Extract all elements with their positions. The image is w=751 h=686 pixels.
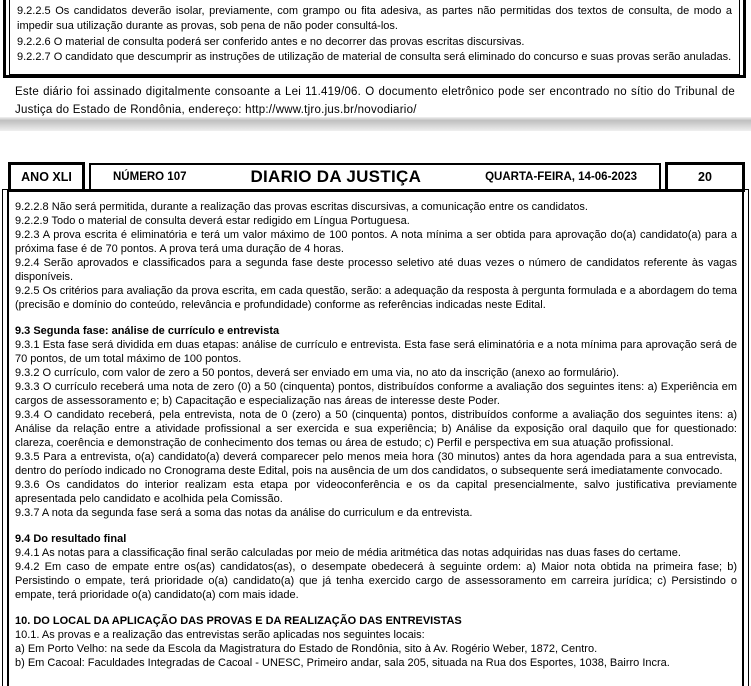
document-paragraph: 9.3.7 A nota da segunda fase será a soma das notas da análise do curriculum e da entrevista. [15,507,473,519]
document-paragraph: 9.4 Do resultado final [15,533,127,545]
header-date: QUARTA-FEIRA, 14-06-2023 [485,171,637,183]
document-paragraph: 9.2.2.9 Todo o material de consulta deverá estar redigido em Língua Portuguesa. [15,215,410,227]
document-paragraph: b) Em Cacoal: Faculdades Integradas de Cacoal - UNESC, Primeiro andar, sala 205, situada na Rua dos Esportes, 1038, Bairro Incra. [15,657,670,669]
document-paragraph: 9.2.4 Serão aprovados e classificados para a segunda fase deste processo seletivo até duas vezes o número de candidatos referente às vagas disponíveis. [15,257,737,283]
journal-title: DIARIO DA JUSTIÇA [250,167,422,186]
document-paragraph: 9.3.5 Para a entrevista, o(a) candidato(a) deverá comparecer pelo menos meia hora (30 minutos) antes da hora agendada para a sua entrevista, dentro do período indicado no Cronograma deste Edital, pois na ausência de um dos candidatos, o subsequente será imediatamente convocado. [15,451,737,477]
document-paragraph: 9.3.6 Os candidatos do interior realizam esta etapa por videoconferência e os da capital presencialmente, salvo justificativa previamente apresentada pelo candidato e acolhida pela Comissão. [15,479,737,505]
document-paragraph: 10.1. As provas e a realização das entrevistas serão aplicadas nos seguintes locais: [15,629,425,641]
document-paragraph: 9.3.3 O currículo receberá uma nota de zero (0) a 50 (cinquenta) pontos, distribuídos conforme a avaliação dos seguintes itens: a) Experiência em cargos de assessoramento e; b) Capacitação e especialização nas áreas de interesse deste Poder. [15,381,737,407]
document-paragraph: 9.3 Segunda fase: análise de currículo e entrevista [15,325,280,337]
document-paragraph: 9.2.3 A prova escrita é eliminatória e terá um valor máximo de 100 pontos. A nota mínima a ser obtida para aprovação do(a) candidato(a) para a próxima fase é de 70 pontos. A prova terá uma duração de 4 horas. [15,229,737,255]
previous-page-text-box [3,0,746,78]
header-numero: NÚMERO 107 [113,171,187,183]
document-paragraph: 9.3.1 Esta fase será dividida em duas etapas: análise de currículo e entrevista. Esta fase será eliminatória e a nota mínima para aprovação será de 70 pontos, de um total máximo de 100 pontos. [15,339,737,365]
document-paragraph: 9.2.2.6 O material de consulta poderá ser conferido antes e no decorrer das provas escritas discursivas. [17,35,525,48]
document-paragraph: 9.2.2.8 Não será permitida, durante a realização das provas escritas discursivas, a comunicação entre os candidatos. [15,201,588,213]
document-paragraph: 9.2.5 Os critérios para avaliação da prova escrita, em cada questão, serão: a adequação da resposta à pergunta formulada e a abordagem do tema (precisão e domínio do conteúdo, relevância e profundidade) conforme as referências indicadas neste Edital. [15,285,737,311]
page-number-cell: 20 [665,162,745,192]
document-paragraph: 9.2.2.7 O candidato que descumprir as instruções de utilização de material de consulta será eliminado do concurso e suas provas serão anuladas. [17,51,732,64]
document-paragraph: 9.4.2 Em caso de empate entre os(as) candidatos(as), o desempate obedecerá à seguinte ordem: a) Maior nota obtida na primeira fase; b) Persistindo o empate, terá prioridade o(a) candidato(a) que já tenha exercido cargo de assessoramento em carreira jurídica; c) Persistindo o empate, terá prioridade o(a) candidato(a) com mais idade. [15,561,737,601]
document-paragraph: 10. DO LOCAL DA APLICAÇÃO DAS PROVAS E DA REALIZAÇÃO DAS ENTREVISTAS [15,615,462,627]
page-separator-bar [0,117,751,131]
document-paragraph: 9.4.1 As notas para a classificação final serão calculadas por meio de média aritmética das notas adquiridas nas duas fases do certame. [15,547,681,559]
document-paragraph: a) Em Porto Velho: na sede da Escola da Magistratura do Estado de Rondônia, sito à Av. Rogério Weber, 1872, Centro. [15,643,598,655]
page-body-text [7,190,744,686]
previous-page-text-box-inner [9,0,740,75]
digital-signature-note: Este diário foi assinado digitalmente consoante a Lei 11.419/06. O documento eletrônico pode ser encontrado no sítio do Tribunal de Justiça do Estado de Rondônia, endereço: http://www.tjro.jus.br/novodiario/ [15,86,735,116]
header-middle-cell [89,163,661,191]
journal-header [8,162,745,192]
header-ano-cell: ANO XLI [8,162,85,192]
document-paragraph: 9.2.2.5 Os candidatos deverão isolar, previamente, com grampo ou fita adesiva, as partes não permitidas dos textos de consulta, de modo a impedir sua utilização durante as provas, sob pena de não poder consultá-los. [17,5,732,33]
page-body-box [2,189,749,686]
document-paragraph: 9.3.4 O candidato receberá, pela entrevista, nota de 0 (zero) a 50 (cinquenta) pontos, distribuídos conforme a avaliação dos seguintes itens: a) Análise da relação entre a atividade profissional a ser exercida e sua experiência; b) Análise da exposição oral daquilo que for questionado: clareza, coerência e demonstração de conhecimento dos temas ou área de estudo; c) Perfil e perspectiva em sua atuação profissional. [15,409,737,449]
document-paragraph: 9.3.2 O currículo, com valor de zero a 50 pontos, deverá ser enviado em uma via, no ato da inscrição (anexo ao formulário). [15,367,620,379]
